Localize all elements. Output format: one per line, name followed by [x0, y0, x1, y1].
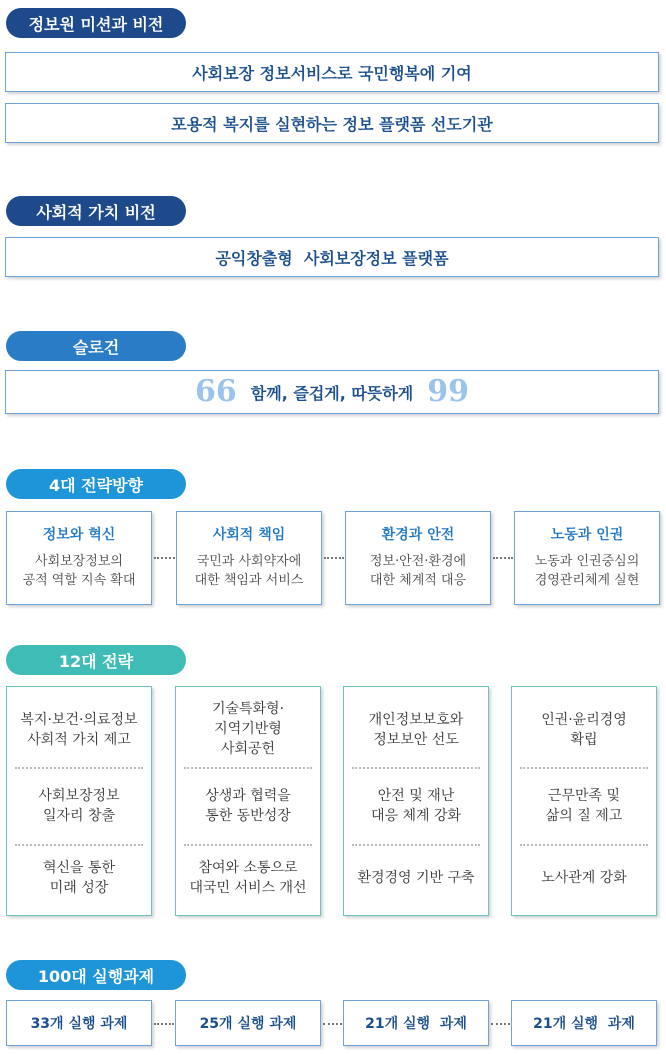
mission-vision-pill	[6, 8, 186, 38]
direction-card-4	[514, 511, 660, 605]
strategy-divider	[520, 844, 648, 846]
open-quote-icon: 66	[195, 374, 237, 409]
slogan-label: 슬로건	[72, 337, 120, 357]
strategy-divider	[15, 767, 143, 769]
task-box-3	[343, 1000, 489, 1046]
close-quote-icon: 99	[427, 374, 469, 409]
direction-desc: 정보·안전·환경에 대한 체계적 대응	[369, 554, 467, 588]
social-value-label: 사회적 가치 비전	[36, 202, 156, 222]
strategy-item: 환경경영 기반 구축	[357, 870, 475, 886]
connector-dots	[493, 557, 513, 559]
social-value-pill	[6, 196, 186, 226]
mission-vision-label: 정보원 미션과 비전	[28, 14, 164, 34]
task-text: 21개 실행 과제	[365, 1016, 467, 1032]
connector-dots	[324, 557, 344, 559]
task-text: 33개 실행 과제	[30, 1016, 128, 1032]
strategy-column-4	[511, 686, 657, 916]
strategy-item: 안전 및 재난 대응 체계 강화	[370, 788, 462, 824]
direction-title: 환경과 안전	[381, 527, 455, 543]
direction-title: 정보와 혁신	[42, 527, 116, 543]
vision-text: 포용적 복지를 실현하는 정보 플랫폼 선도기관	[171, 114, 493, 134]
social-value-text: 공익창출형 사회보장정보 플랫폼	[215, 248, 449, 268]
strategy-item: 근무만족 및 삶의 질 제고	[545, 788, 623, 824]
task-text: 21개 실행 과제	[533, 1016, 635, 1032]
direction-desc: 사회보장정보의 공적 역할 지속 확대	[22, 554, 136, 588]
connector-dots	[154, 557, 175, 559]
mission-box	[5, 52, 659, 92]
tasks-label: 100대 실행과제	[37, 966, 155, 986]
strategy-column-3	[343, 686, 489, 916]
strategy-divider	[352, 844, 480, 846]
direction-title: 노동과 인권	[550, 527, 624, 543]
direction-card-3	[345, 511, 491, 605]
direction-card-1	[6, 511, 152, 605]
strategy-column-1	[6, 686, 152, 916]
directions-label: 4대 전략방향	[49, 475, 143, 495]
strategy-divider	[352, 767, 480, 769]
direction-title: 사회적 책임	[212, 527, 286, 543]
task-box-2	[175, 1000, 321, 1046]
slogan-pill	[6, 331, 186, 361]
strategy-item: 사회보장정보 일자리 창출	[38, 788, 120, 824]
strategies-pill	[6, 645, 186, 675]
strategy-item: 혁신을 통한 미래 성장	[42, 860, 116, 896]
directions-pill	[6, 469, 186, 499]
task-text: 25개 실행 과제	[199, 1016, 297, 1032]
social-value-box	[5, 237, 659, 277]
direction-desc: 국민과 사회약자에 대한 책임과 서비스	[194, 554, 304, 588]
mission-text: 사회보장 정보서비스로 국민행복에 기여	[192, 63, 472, 83]
slogan-text: 함께, 즐겁게, 따뜻하게	[250, 383, 414, 403]
connector-dots	[154, 1023, 174, 1025]
strategy-item: 개인정보보호와 정보보안 선도	[368, 712, 464, 748]
strategy-item: 상생과 협력을 통한 동반성장	[205, 788, 291, 824]
task-box-1	[6, 1000, 152, 1046]
vision-box	[5, 103, 659, 143]
strategy-item: 노사관계 강화	[541, 870, 627, 886]
task-box-4	[511, 1000, 657, 1046]
strategy-item: 복지·보건·의료정보 사회적 가치 제고	[20, 712, 138, 748]
tasks-pill	[6, 960, 186, 990]
strategy-item: 기술특화형· 지역기반형 사회공헌	[211, 701, 285, 757]
strategy-divider	[520, 767, 648, 769]
strategy-divider	[184, 844, 312, 846]
direction-card-2	[176, 511, 322, 605]
slogan-box	[5, 370, 659, 414]
direction-desc: 노동과 인권중심의 경영관리체계 실현	[534, 554, 640, 588]
strategy-item: 참여와 소통으로 대국민 서비스 개선	[189, 860, 307, 896]
connector-dots	[323, 1023, 342, 1025]
strategy-divider	[15, 844, 143, 846]
strategy-item: 인권·윤리경영 확립	[541, 712, 627, 748]
strategies-label: 12대 전략	[58, 651, 134, 671]
connector-dots	[491, 1023, 510, 1025]
strategy-column-2	[175, 686, 321, 916]
strategy-divider	[184, 767, 312, 769]
